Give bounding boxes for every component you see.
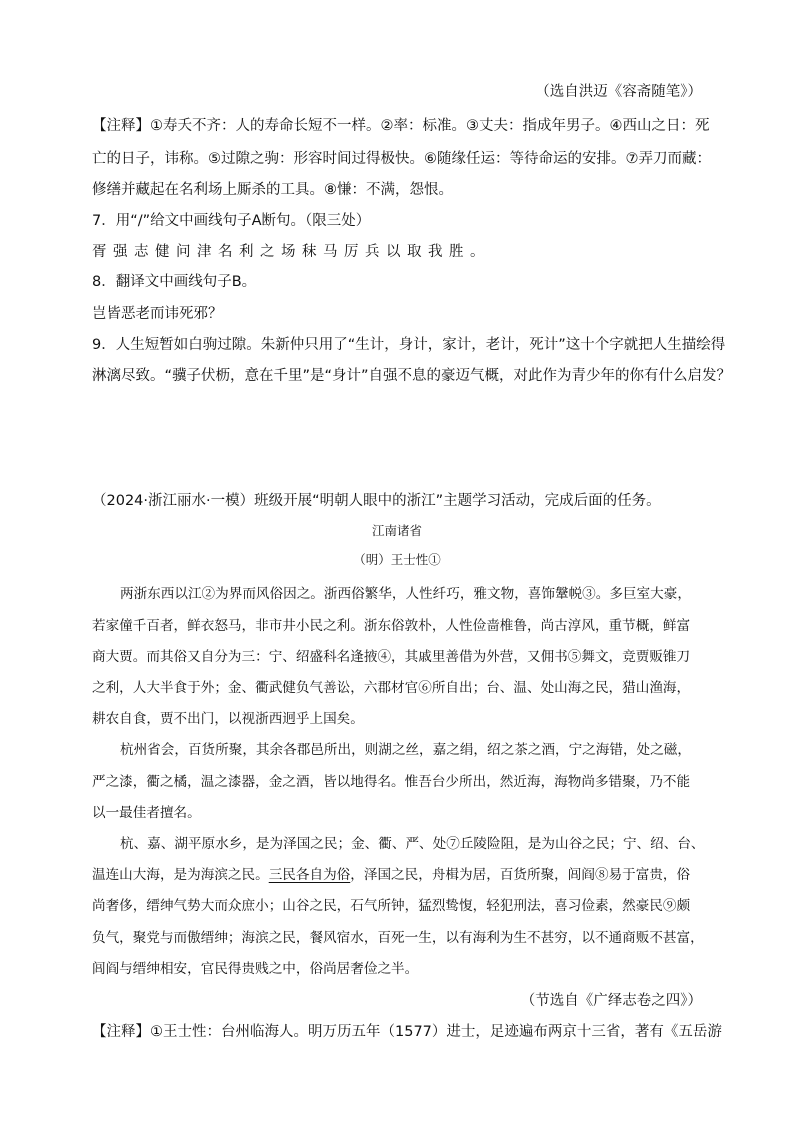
passage-text: ，泽国之民，舟楫为居，百货所聚，闾阎⑧易于富贵，俗 — [350, 867, 691, 883]
passage-line: 若家僮千百者，鲜衣怒马，非市井小民之利。浙东俗敦朴，人性俭啬椎鲁，尚古淳风，重节概，鲜富 — [92, 618, 691, 634]
question-9-line-1: 9．人生短暂如白驹过隙。朱新仲只用了“生计，身计，家计，老计，死计”这十个字就把人生描绘得 — [92, 337, 726, 353]
passage-line: 两浙东西以江②为界而风俗因之。浙西俗繁华，人性纤巧，雅文物，喜饰鞶帨③。多巨室大豪， — [120, 586, 691, 602]
passage-author: （明）王士性① — [353, 552, 441, 567]
question-9-line-2: 淋漓尽致。“骥子伏枥，意在千里”是“身计”自强不息的豪迈气概，对此作为青少年的你有什么启发？ — [92, 368, 732, 384]
passage-title: 江南诸省 — [371, 523, 422, 538]
passage-line: 之利，人大半食于外；金、衢武健负气善讼，六郡材官⑥所自出；台、温、处山海之民，猎山渔海， — [92, 680, 691, 696]
underlined-sentence: 三民各自为俗 — [268, 867, 351, 883]
section-intro: （2024·浙江丽水·一模）班级开展“明朝人眼中的浙江”主题学习活动，完成后面的任务。 — [92, 493, 661, 509]
passage-line: 闾阎与缙绅相安，官民得贵贱之中，俗尚居奢俭之半。 — [92, 961, 419, 977]
passage-line: 杭州省会，百货所聚，其余各郡邑所出，则湖之丝，嘉之绢，绍之茶之酒，宁之海错，处之磁， — [120, 742, 691, 758]
notes-2: 【注释】①王士性：台州临海人。明万历五年（1577）进士，足迹遍布两京十三省，著有《五岳游 — [92, 1024, 722, 1040]
passage-line-underlined — [92, 863, 690, 883]
passage-line: 杭、嘉、湖平原水乡，是为泽国之民；金、衢、严、处⑦丘陵险阻，是为山谷之民；宁、绍、台、 — [120, 836, 705, 852]
source-citation-2: （节选自《广绎志卷之四》） — [520, 993, 702, 1009]
passage-line: 耕农自食，贾不出门，以视浙西迥乎上国矣。 — [92, 711, 364, 727]
question-7: 7．用“/”给文中画线句子A断句。（限三处） — [92, 213, 371, 229]
notes-line-1: 【注释】①寿夭不齐：人的寿命长短不一样。②率：标准。③丈夫：指成年男子。④西山之日：死 — [92, 118, 710, 134]
passage-line: 严之漆，衢之橘，温之漆器，金之酒，皆以地得名。惟吾台少所出，然近海，海物尚多错聚，乃不能 — [92, 774, 691, 790]
question-8: 8．翻译文中画线句子B。 — [92, 274, 257, 290]
passage-line: 负气，聚党与而傲缙绅；海滨之民，餐风宿水，百死一生，以有海利为生不甚穷，以不通商贩不甚富， — [92, 930, 704, 946]
notes-line-2: 亡的日子，讳称。⑤过隙之驹：形容时间过得极快。⑥随缘任运：等待命运的安排。⑦弄刀而藏： — [92, 151, 711, 167]
notes-line-3: 修缮并藏起在名利场上厮杀的工具。⑧慊：不满，怨恨。 — [92, 182, 453, 198]
passage-line: 尚奢侈，缙绅气势大而众庶小；山谷之民，石气所钟，猛烈鸷愎，轻犯刑法，喜习俭素，然豪民⑨颇 — [92, 898, 691, 914]
passage-line: 以一最佳者擅名。 — [92, 805, 201, 821]
source-citation-1: （选自洪迈《容斋随笔》） — [535, 84, 702, 100]
question-7-sentence: 胥强志健问津名利之场秣马厉兵以取我胜。 — [92, 244, 491, 260]
passage-text: 温连山大海，是为海滨之民。 — [92, 867, 269, 883]
passage-line: 商大贾。而其俗又自分为三：宁、绍盛科名逢掖④，其戚里善借为外营，又佣书⑤舞文，竞贾贩锥刀 — [92, 649, 691, 665]
question-8-sentence: 岂皆恶老而讳死邪？ — [92, 306, 223, 322]
